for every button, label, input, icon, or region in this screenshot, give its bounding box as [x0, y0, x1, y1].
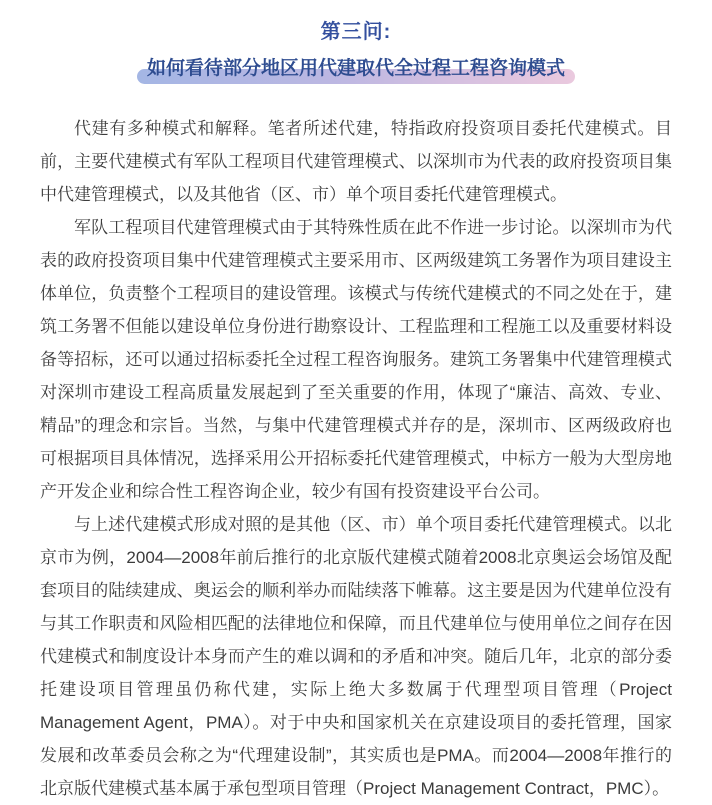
question-subtitle [147, 57, 565, 81]
paragraph-1: 代建有多种模式和解释。笔者所述代建，特指政府投资项目委托代建模式。目前，主要代建模式有军队工程项目代建管理模式、以深圳市为代表的政府投资项目集中代建管理模式，以及其他省（区、市）单个项目委托代建管理模式。 [40, 119, 672, 204]
paragraph-3: 与上述代建模式形成对照的是其他（区、市）单个项目委托代建管理模式。以北京市为例，2004—2008年前后推行的北京版代建模式随着2008北京奥运会场馆及配套项目的陆续建成、奥运会的顺利举办而陆续落下帷幕。这主要是因为代建单位没有与其工作职责和风险相匹配的法律地位和保障，而且代建单位与使用单位之间存在因代建模式和制度设计本身而产生的难以调和的矛盾和冲突。随后几年，北京的部分委托建设项目管理虽仍称代建，实际上绝大多数属于代理型项目管理（Project Management Agent，PMA）。对于中央和国家机关在京建设项目的委托管理，国家发展和改革委员会称之为“代理建设制”，其实质也是PMA。而2004—2008年推行的北京版代建模式基本属于承包型项目管理（Project Management Contract，PMC）。 [40, 515, 672, 798]
article-body [40, 112, 672, 805]
paragraph-2: 军队工程项目代建管理模式由于其特殊性质在此不作进一步讨论。以深圳市为代表的政府投资项目集中代建管理模式主要采用市、区两级建筑工务署作为项目建设主体单位，负责整个工程项目的建设管理。该模式与传统代建模式的不同之处在于，建筑工务署不但能以建设单位身份进行勘察设计、工程监理和工程施工以及重要材料设备等招标，还可以通过招标委托全过程工程咨询服务。建筑工务署集中代建管理模式对深圳市建设工程高质量发展起到了至关重要的作用，体现了“廉洁、高效、专业、精品”的理念和宗旨。当然，与集中代建管理模式并存的是，深圳市、区两级政府也可根据项目具体情况，选择采用公开招标委托代建管理模式，中标方一般为大型房地产开发企业和综合性工程咨询企业，较少有国有投资建设平台公司。 [40, 218, 672, 501]
question-title: 第三问: [320, 21, 392, 43]
subtitle-row [0, 57, 712, 81]
subtitle-text: 如何看待部分地区用代建取代全过程工程咨询模式 [146, 58, 565, 79]
